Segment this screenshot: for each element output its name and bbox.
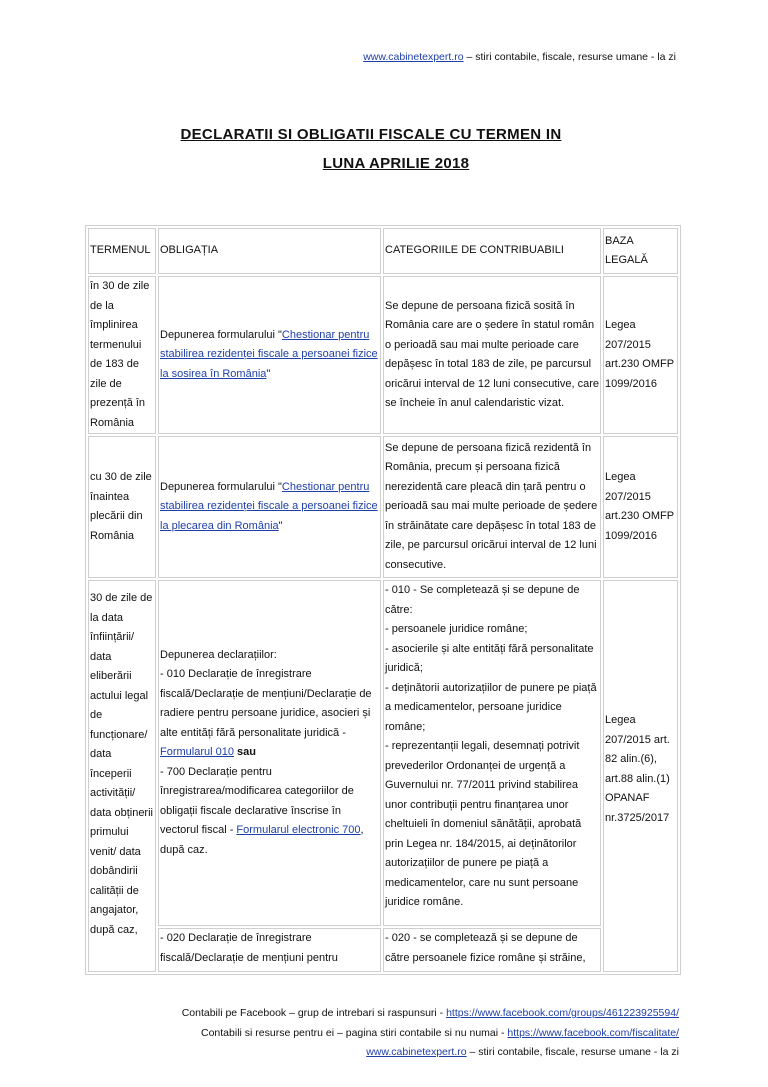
row2-categories: Se depune de persoana fizică rezidentă în România, precum și persoana fizică nerezidentă care pleacă din țară pentru o perioadă sau mai multe perioade de ședere în străinătate care depășesc în total 183 de zile, pe parcursul oricărui interval de 12 luni consecutive. (383, 436, 601, 578)
table-row (88, 276, 678, 434)
facebook-page-link[interactable]: https://www.facebook.com/fiscalitate/ (507, 1027, 679, 1039)
row3-obligation-010: - 010 Declarație de înregistrare fiscală/Declarație de mențiuni/Declarație de radiere pentru persoane juridice, asocieri și alte entități fără personalitate juridică - (160, 668, 372, 739)
table-row (88, 436, 678, 578)
header-categorii: CATEGORIILE DE CONTRIBUABILI (383, 228, 601, 274)
footer-facebook-group-label: Contabili pe Facebook – grup de intrebari si raspunsuri - (181, 1007, 447, 1019)
row3-obligation-intro: Depunerea declarațiilor: (160, 648, 277, 661)
row3-obligation-700-end: , după caz. (160, 824, 364, 856)
row2-obligation (158, 436, 381, 578)
row2-legal-basis: Legea 207/2015 art.230 OMFP 1099/2016 (603, 436, 678, 578)
table-header-row (88, 228, 678, 274)
header-baza: BAZA LEGALĂ (603, 228, 678, 274)
row4-obligation: - 020 Declarație de înregistrare fiscală/Declarație de mențiuni pentru (158, 928, 381, 972)
row1-obligation-text: Depunerea formularului " (160, 328, 282, 341)
row1-obligation-quote: " (266, 367, 271, 380)
table-row (88, 580, 678, 926)
row3-categories (383, 580, 601, 926)
document-title-line2: LUNA APRILIE 2018 (322, 155, 470, 172)
list-item: - asocierile și alte entități fără personalitate juridică; (385, 642, 594, 674)
row2-term: cu 30 de zile înaintea plecării din România (88, 436, 156, 578)
list-item: - reprezentanții legali, desemnați potrivit prevederilor Ordonanței de urgență a Guvernului nr. 77/2011 privind stabilirea unor contribuții pentru finanțarea unor cheltuieli în domeniul sănătății, aprobată prin Legea nr. 184/2015, ai deținătorilor autorizațiilor de punere pe piață a medicamentelor, care nu sunt persoane juridice române. (385, 740, 582, 908)
header-termen: TERMENUL (88, 228, 156, 274)
page-header (363, 51, 676, 63)
table-row (88, 928, 678, 972)
row3-legal-basis: Legea 207/2015 art. 82 alin.(6), art.88 alin.(1) OPANAF nr.3725/2017 (603, 580, 678, 972)
chestionar-plecare-link[interactable]: Chestionar pentru stabilirea rezidenței fiscale a persoanei fizice la plecarea din România (160, 480, 378, 532)
header-site-link[interactable]: www.cabinetexpert.ro (363, 51, 464, 63)
footer-line3 (366, 1046, 679, 1058)
footer-line1 (182, 1007, 679, 1019)
list-item: - persoanele juridice române; (385, 623, 528, 635)
list-item: - deținătorii autorizațiilor de punere pe piață a medicamentelor, persoane juridice române; (385, 681, 597, 733)
row2-obligation-text: Depunerea formularului " (160, 480, 282, 493)
header-obligatia: OBLIGAȚIA (158, 228, 381, 274)
row1-categories: Se depune de persoana fizică sosită în România care are o ședere în statul român o perioadă sau mai multe perioade care depășesc în total 183 de zile, pe parcursul oricărui interval de 12 luni consecutive, care se încheie în anul calendaristic vizat. (383, 276, 601, 434)
row3-obligation-or: sau (233, 746, 256, 759)
row3-obligation-700-text: - 700 Declarație pentru înregistrarea/modificarea categoriilor de obligații fiscale declarative înscrise în vectorul fiscal - (160, 765, 354, 837)
row3-obligation-700 (160, 763, 379, 861)
header-tagline: – stiri contabile, fiscale, resurse umane - la zi (463, 51, 676, 63)
footer-site-link[interactable]: www.cabinetexpert.ro (366, 1046, 467, 1058)
list-item: - 010 - Se completează și se depune de către: (385, 584, 580, 616)
formular-010-link[interactable]: Formularul 010 (160, 746, 234, 759)
footer-line2 (201, 1027, 679, 1039)
row3-term: 30 de zile de la data înființării/ data eliberării actului legal de funcționare/ data începerii activității/ data obținerii primului venit/ data dobândirii calității de angajator, după caz, (88, 580, 156, 972)
chestionar-sosire-link[interactable]: Chestionar pentru stabilirea rezidenței fiscale a persoanei fizice la sosirea în România (160, 328, 378, 380)
row1-legal-basis: Legea 207/2015 art.230 OMFP 1099/2016 (603, 276, 678, 434)
footer-facebook-page-label: Contabili si resurse pentru ei – pagina stiri contabile si nu numai - (201, 1027, 508, 1039)
document-title-line1: DECLARATII SI OBLIGATII FISCALE CU TERMEN IN (180, 126, 562, 143)
facebook-group-link[interactable]: https://www.facebook.com/groups/461223925594/ (446, 1007, 679, 1019)
row3-obligation (158, 580, 381, 926)
obligations-table (85, 225, 681, 975)
row1-obligation (158, 276, 381, 434)
row1-term: în 30 de zile de la împlinirea termenului de 183 de zile de prezență în România (88, 276, 156, 434)
footer-tagline: – stiri contabile, fiscale, resurse umane - la zi (466, 1046, 679, 1058)
row2-obligation-quote: " (278, 519, 283, 532)
formular-700-link[interactable]: Formularul electronic 700 (236, 824, 361, 837)
row4-categories: - 020 - se completează și se depune de către persoanele fizice române și străine, (383, 928, 601, 972)
